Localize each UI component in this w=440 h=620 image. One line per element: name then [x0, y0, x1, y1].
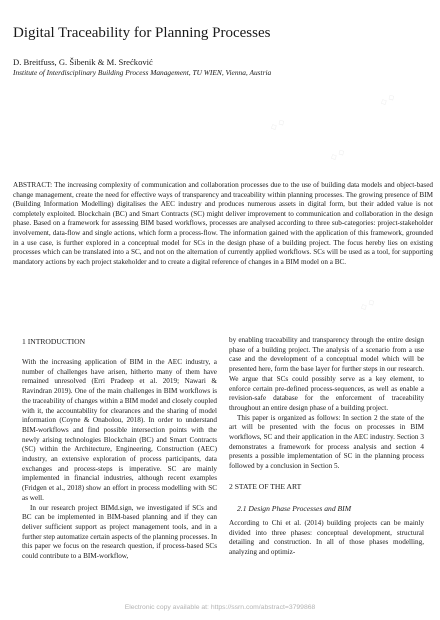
- section-heading-introduction: 1 INTRODUCTION: [22, 337, 86, 346]
- watermark-mark: ◇ ◇: [328, 146, 347, 163]
- subsection-heading-design-phase: 2.1 Design Phase Processes and BIM: [237, 503, 352, 513]
- paper-affiliation: Institute of Interdisciplinary Building Process Management, TU WIEN, Vienna, Austria: [13, 68, 272, 77]
- sota-paragraph-1: According to Chi et al. (2014) building projects can be mainly divided into three phases: conceptual development, structural detailing and construction. In all of those phases modelling, analyzing and optimiz-: [229, 518, 424, 556]
- watermark-mark: ◇ ◇: [378, 91, 397, 108]
- watermark-mark: ◇ ◇: [268, 116, 287, 133]
- intro-paragraph-4: This paper is organized as follows: In section 2 the state of the art will be presented with the focus on processes in BIM workflows, SC and their application in the AEC industry. Section 3 demonstrates a framework for process analysis and section 4 presents a possible implementation of SC in the planning process followed by a conclusion in Section 5.: [229, 413, 424, 471]
- abstract: ABSTRACT: The increasing complexity of communication and collaboration processes due to the use of building data models and object-based change management, create the need for effective ways of transparency and traceability within planning processes. The growing presence of BIM (Building Information Modelling) digitalises the AEC industry and produces numerous assets in digital form, but their added value is not completely exploited. Blockchain (BC) and Smart Contracts (SC) might deliver improvement to communication and collaboration in the design phase. Based on a framework for assessing BIM based workflows, processes are analysed according to three sub-categories: project-stakeholder involvement, data-flow and single actions, which form a process-flow. The information gained with the application of this framework, grounded in a use case, is further explored in a conceptual model for SCs in the design phase of a building project. The focus hereby lies on existing processes which can be translated into a SC, and not on the alternation of currently applied workflows. SCs will be used as a tool, for supporting mandatory actions by each project stakeholder and to create a digital reference of changes in a BIM model on a BC.: [13, 181, 433, 266]
- intro-paragraph-3: by enabling traceability and transparency through the entire design phase of a building project. The analysis of a scenario from a use case and the development of a conceptual model which will be presented here, form the base layer for further steps in our research. We argue that SCs could possibly serve as a key element, to enforce certain pre-defined process-sequences, as well as enable a revision-safe database for the enforcement of traceability throughout an entire design phase of a building project.: [229, 336, 424, 412]
- watermark-mark: ◇ ◇: [358, 296, 377, 313]
- footer-ssrn-link[interactable]: Electronic copy available at: https://ssrn.com/abstract=3799868: [124, 604, 316, 611]
- right-column: [229, 336, 424, 558]
- section-heading-state-of-the-art: 2 STATE OF THE ART: [229, 481, 302, 491]
- intro-paragraph-2: In our research project BIMd.sign, we investigated if SCs and BC can be implemented in BIM-based planning and if they can deliver sufficient support as project management tools, and in a further step automatize certain aspects of the planning processes. In this paper we focus on the research question, if process-based SCs could contribute to a BIM-workflow,: [22, 503, 217, 561]
- intro-paragraph-1: With the increasing application of BIM in the AEC industry, a number of challenges have arisen, hitherto many of them have remained unresolved (Erri Pradeep et al. 2019; Nawari & Ravindran 2019). One of the main challenges in BIM workflows is the traceability of changes within a BIM model and closely coupled with it, the accountability for clearances and the sharing of model information (Coyne & Onabolou, 2018). In order to understand BIM-workflows and find possible intersection points with the newly arising technologies Blockchain (BC) and Smart Contracts (SC) within the Architecture, Engineering, Construction (AEC) industry, an extensive exploration of process participants, data exchanges and process-steps is imperative. SC are mainly implemented in financial industries, although recent examples (Fridgen et al., 2018) show an effort in process modelling with SC as well.: [22, 358, 217, 502]
- paper-authors: D. Breitfuss, G. Šibenik & M. Srećković: [13, 57, 153, 67]
- paper-title: Digital Traceability for Planning Processes: [13, 25, 271, 41]
- left-column: [22, 336, 217, 562]
